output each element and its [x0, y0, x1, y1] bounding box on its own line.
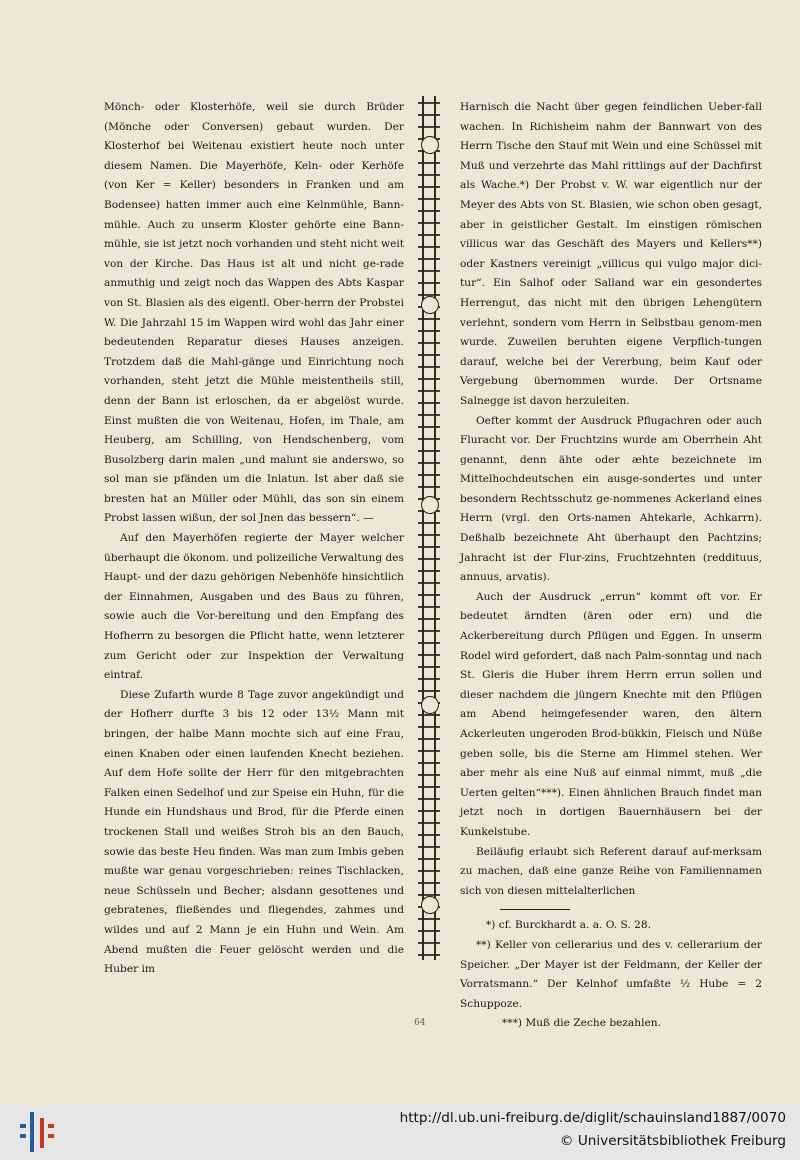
- right-paragraph-3: Auch der Ausdruck „errun“ kommt oft vor. Er bedeutet ärndten (ären oder ern) und die Ackerbereitung durch Pflügen und Eggen. In unserm Rodel wird gefordert, daß nach Palm-sonntag und nach St. Gleris die Huber ihrem Herrn errun sollen und dieser nachdem die jüngern Knechte mit den Pflügen am Abend heimgefesender waren, den ältern Ackerleuten ungeroden Brod-bükkin, Fleisch und Nüße geben solle, bis die Sterne am Himmel stehen. Wer aber mehr als eine Nuß auf einmal nimmt, muß „die Uerten gelten“***). Einen ähnlichen Brauch findet man jetzt noch in dortigen Bauernhäusern bei der Kunkelstube.: [460, 590, 762, 838]
- right-paragraph-2: Oefter kommt der Ausdruck Pflugachren oder auch Fluracht vor. Der Fruchtzins wurde am Oberrhein Aht genannt, denn ähte oder æhte bezeichnete im Mittelhochdeutschen ein ausge-sondertes und unter besondern Rechtsschutz ge-nommenes Ackerland eines Herrn (vrgl. den Orts-namen Ahtekarle, Achkarrn). Deßhalb bezeichnete Aht überhaupt den Pachtzins; Jahracht ist der Flur-zins, Fruchtzehnten (reddituus, annuus, arvatis).: [460, 414, 762, 584]
- ornamental-column-divider: [418, 96, 440, 960]
- library-logo-icon: [18, 1110, 56, 1154]
- footnote-rule: [500, 909, 570, 910]
- left-column: [104, 98, 404, 980]
- left-paragraph-1: Mönch- oder Klosterhöfe, weil sie durch Brüder (Mönche oder Conversen) gebaut wurden. Der Klosterhof bei Weitenau existiert heute noch unter diesem Namen. Die Mayerhöfe, Keln- oder Kerhöfe (von Ker = Keller) besonders in Franken und am Bodensee) hatten immer auch eine Kelnmühle, Bann-mühle. Auch zu unserm Kloster gehörte eine Bann-mühle, sie ist jetzt noch vorhanden und steht nicht weit von der Kirche. Das Haus ist alt und nicht ge-rade anmuthig und zeigt noch das Wappen des Abts Kaspar von St. Blasien als des eigentl. Ober-herrn der Probstei W. Die Jahrzahl 15 im Wappen wird wohl das Jahr einer bedeutenden Reparatur dieses Hauses anzeigen. Trotzdem daß die Mahl-gänge und Einrichtung noch vorhanden, steht jetzt die Mühle meistentheils still, denn der Bann ist erloschen, da er abgelöst wurde. Einst mußten die von Weitenau, Hofen, im Thale, am Heuberg, am Schilling, von Hendschenberg, vom Busolzberg darin malen „und malunt sie anderswo, so sol man sie pfänden um die Inlatun. Ist aber daß sie bresten hat an Müller oder Mühli, das son sin einem Probst lassen wißun, der sol Jnen das bessern“. —: [104, 101, 404, 525]
- right-paragraph-4: Beiläufig erlaubt sich Referent darauf auf-merksam zu machen, daß eine ganze Reihe von Familiennamen sich von diesen mittelalterlichen: [460, 845, 762, 897]
- footnote-1: *) cf. Burckhardt a. a. O. S. 28.: [486, 919, 652, 932]
- footnote-2: **) Keller von cellerarius und des v. cellerarium der Speicher. „Der Mayer ist der Feldmann, der Keller der Vorratsmann.“ Der Kelnhof umfaßte ½ Hube = 2 Schuppoze.: [460, 938, 762, 1010]
- ornament-icon: [421, 896, 439, 914]
- right-paragraph-1: Harnisch die Nacht über gegen feindlichen Ueber-fall wachen. In Richisheim nahm der Bannwart von des Herrn Tische den Stauf mit Wein und eine Schüssel mit Muß und verzehrte das Mahl rittlings auf der Dachfirst als Wache.*) Der Probst v. W. war eigentlich nur der Meyer des Abts von St. Blasien, wie schon oben gesagt, aber in geistlicher Gestalt. Im einstigen römischen villicus war das Geschäft des Mayers und Kellers**) oder Kastners vereinigt „villicus qui vulgo major dici-tur“. Ein Salhof oder Salland war ein gesondertes Herrengut, das nicht mit den übrigen Lehengütern verlehnt, sondern vom Herrn in Selbstbau genom-men wurde. Zuweilen beruhten eigene Verpflich-tungen darauf, welche bei der Vererbung, beim Kauf oder Vergebung übernommen wurde. Der Ortsname Salnegge ist davon herzuleiten.: [460, 101, 762, 407]
- ornament-icon: [421, 296, 439, 314]
- left-paragraph-3: Diese Zufarth wurde 8 Tage zuvor angekündigt und der Hofherr durfte 3 bis 12 oder 13½ Mann mit bringen, der halbe Mann mochte sich auf eine Frau, einen Knaben oder einen laufenden Knecht beziehen. Auf dem Hofe sollte der Herr für den mitgebrachten Falken einen Sedelhof und zur Speise ein Huhn, für die Hunde ein Hundshaus und Brod, für die Pferde einen trockenen Stall und weißes Stroh bis an den Bauch, sowie das beste Heu finden. Was man zum Imbis geben mußte war genau vorgeschrieben: reines Tischlacken, neue Schüsseln und Becher; alsdann gesottenes und gebratenes, fließendes und fliegendes, zahmes und wildes und auf 2 Mann je ein Huhn und Wein. Am Abend mußten die Feuer gelöscht werden und die Huber im: [104, 688, 404, 976]
- ornament-icon: [421, 496, 439, 514]
- ornament-icon: [421, 136, 439, 154]
- page-number: 64: [414, 1018, 426, 1028]
- footnote-3: ***) Muß die Zeche bezahlen.: [502, 1017, 661, 1030]
- right-column: [460, 98, 762, 1034]
- source-url-link[interactable]: http://dl.ub.uni-freiburg.de/diglit/schauinsland1887/0070: [399, 1110, 786, 1126]
- copyright-notice: © Universitätsbibliothek Freiburg: [559, 1133, 786, 1149]
- ornament-icon: [421, 696, 439, 714]
- left-paragraph-2: Auf den Mayerhöfen regierte der Mayer welcher überhaupt die ökonom. und polizeiliche Verwaltung des Haupt- und der dazu gehörigen Nebenhöfe hinsichtlich der Einnahmen, Ausgaben und des Baus zu führen, sowie auch die Vor-bereitung und den Empfang des Hofherrn zu besorgen die Pflicht hatte, wenn letzterer zum Gericht oder zur Inspektion der Verwaltung eintraf.: [104, 532, 404, 682]
